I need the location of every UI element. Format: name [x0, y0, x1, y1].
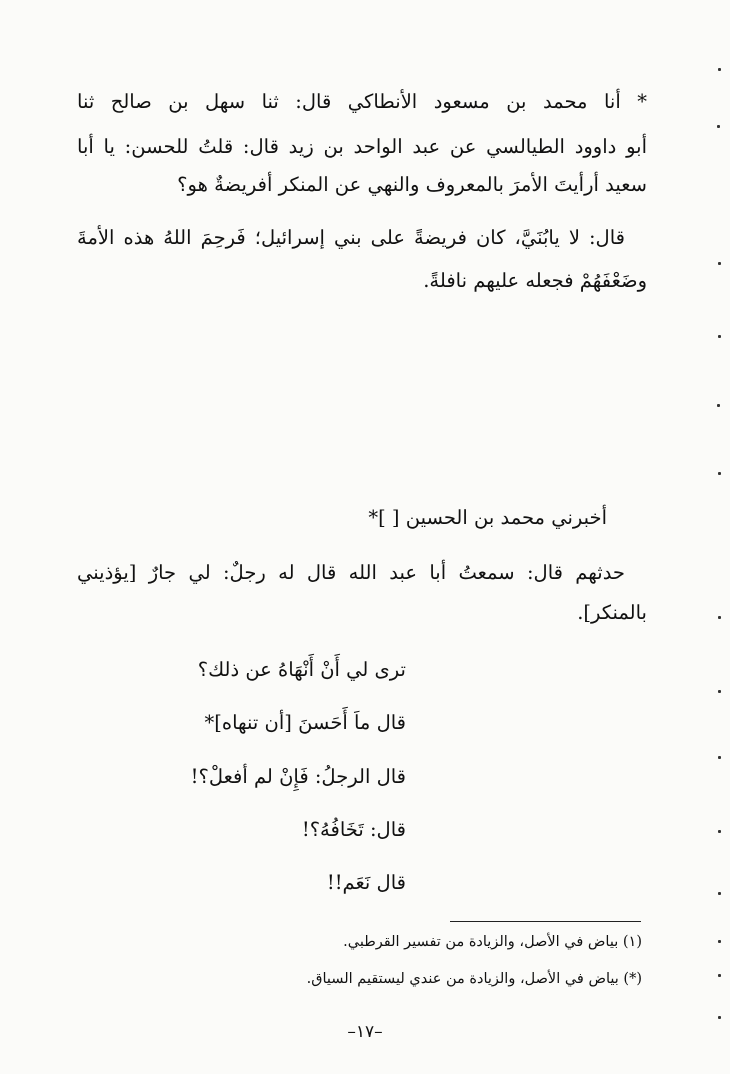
- scan-speck: [718, 830, 721, 833]
- scan-speck: [718, 616, 721, 619]
- scan-speck: [718, 472, 721, 475]
- scan-speck: [717, 404, 720, 407]
- page-number: –١٧–: [347, 1022, 383, 1042]
- paragraph-1-line-3: سعيد أرأيتَ الأمرَ بالمعروف والنهي عن المنكر أفريضةٌ هو؟: [177, 173, 647, 196]
- footnote-1: (١) بياض في الأصل، والزيادة من تفسير القرطبي.: [343, 934, 642, 950]
- scan-speck: [718, 756, 721, 759]
- footnote-separator: [450, 921, 641, 922]
- scan-speck: [718, 335, 721, 338]
- paragraph-4-line-2: بالمنكر].: [577, 601, 647, 624]
- scan-speck: [718, 892, 721, 895]
- paragraph-3-line-1: أخبرني محمد بن الحسين [ ]*: [368, 506, 607, 529]
- paragraph-4-line-1: حدثهم قال: سمعتُ أبا عبد الله قال له رجلٌ: لي جارٌ [يؤذيني: [77, 561, 625, 584]
- scan-speck: [718, 68, 721, 71]
- scan-speck: [718, 1016, 721, 1019]
- paragraph-1-line-2: أبو داوود الطيالسي عن عبد الواحد بن زيد قال: قلتُ للحسن: يا أبا: [77, 135, 647, 158]
- scan-speck: [718, 940, 721, 943]
- dialogue-line: ترى لي أَنْ أَنْهَاهُ عن ذلك؟: [197, 658, 406, 681]
- dialogue-line: قال نَعَم!!: [326, 871, 406, 894]
- paragraph-2-line-2: وضَعْفَهُمْ فجعله عليهم نافلةً.: [423, 269, 647, 292]
- dialogue-line: قال الرجلُ: فَإِنْ لم أفعلْ؟!: [190, 765, 406, 788]
- dialogue-line: قال ماَ أَحَسنَ [أن تنهاه]*: [204, 711, 406, 734]
- paragraph-2-line-1: قال: لا يابُنَيَّ، كان فريضةً على بني إسرائيل؛ فَرحِمَ اللهُ هذه الأمةَ: [77, 226, 625, 249]
- scan-speck: [718, 690, 721, 693]
- dialogue-line: قال: تَخَافُهُ؟!: [301, 818, 406, 841]
- footnote-2: (*) بياض في الأصل، والزيادة من عندي ليستقيم السياق.: [306, 971, 642, 987]
- scan-speck: [717, 125, 720, 128]
- paragraph-1-line-1: * أنا محمد بن مسعود الأنطاكي قال: ثنا سهل بن صالح ثنا: [77, 90, 647, 113]
- scan-speck: [718, 974, 721, 977]
- scan-speck: [718, 262, 721, 265]
